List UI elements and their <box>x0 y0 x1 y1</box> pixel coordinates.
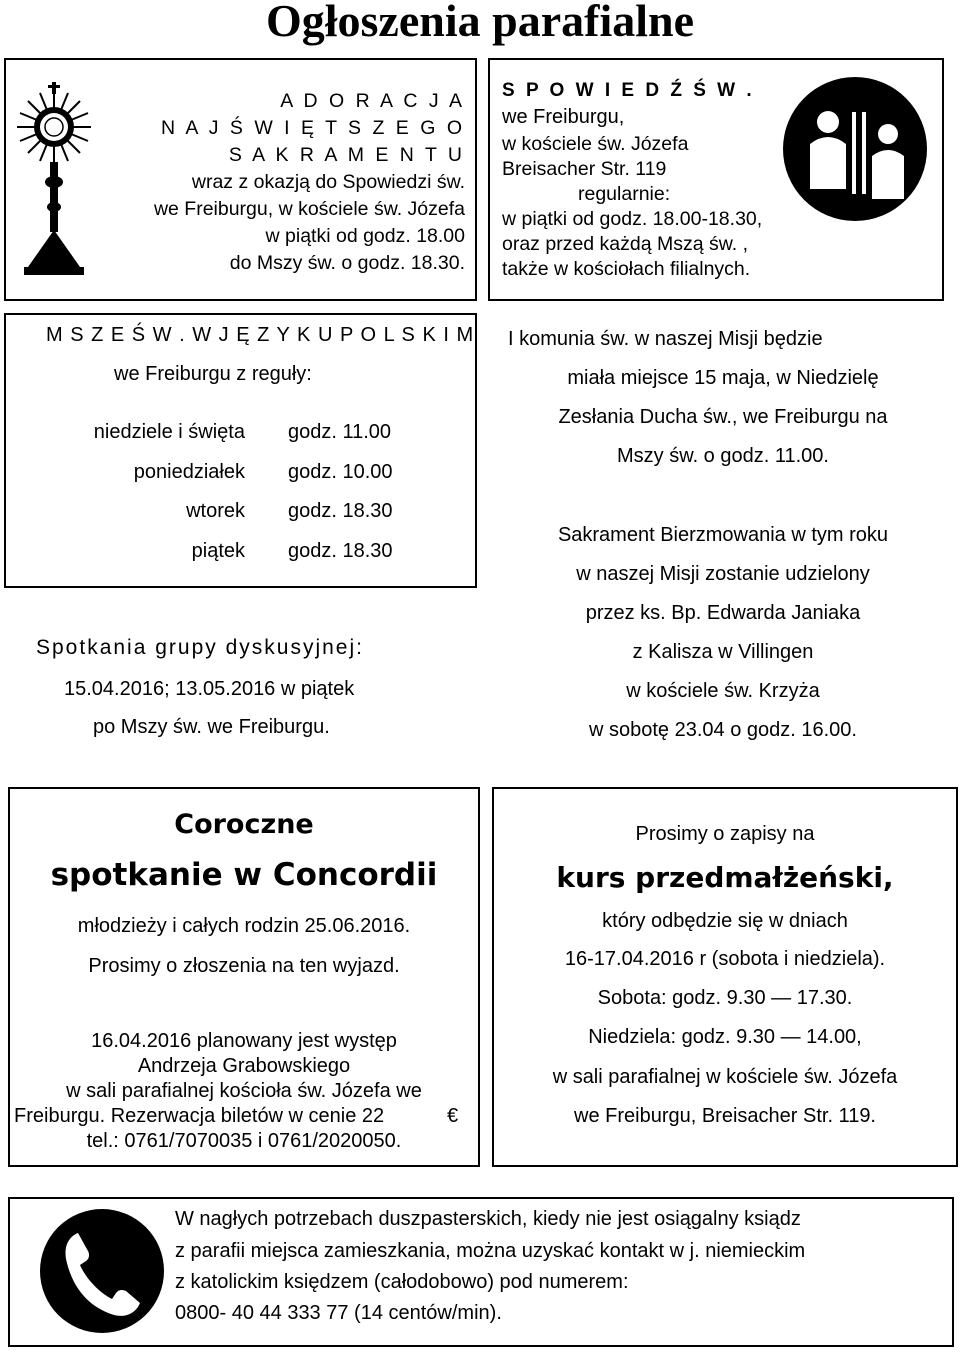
schedule-day: wtorek <box>186 500 245 522</box>
adoration-line: do Mszy św. o godz. 18.30. <box>229 252 465 274</box>
contact-line: W nagłych potrzebach duszpasterskich, kiedy nie jest osiągalny ksiądz <box>175 1208 801 1230</box>
adoration-line: N A J Ś W I Ę T S Z E G O <box>160 117 465 139</box>
adoration-line: wraz z okazją do Spowiedzi św. <box>191 171 465 193</box>
communion-confirmation-box <box>488 313 958 753</box>
emergency-contact-box <box>8 1197 954 1347</box>
confirmation-line: przez ks. Bp. Edwarda Janiaka <box>585 602 861 624</box>
concordia-line4: Prosimy o złoszenia na ten wyjazd. <box>88 955 400 977</box>
concert-line: Freiburgu. Rezerwacja biletów w cenie 22 <box>14 1105 385 1127</box>
confession-line: regularnie: <box>578 183 671 205</box>
confession-icon <box>780 74 930 224</box>
communion-line: miała miejsce 15 maja, w Niedzielę <box>567 367 879 389</box>
confession-line: także w kościołach filialnych. <box>502 258 751 280</box>
course-line: który odbędzie się w dniach <box>602 910 848 932</box>
marriage-course-box <box>492 787 958 1167</box>
adoration-line: w piątki od godz. 18.00 <box>265 225 465 247</box>
concordia-box <box>8 787 480 1167</box>
schedule-day: niedziele i święta <box>93 421 245 443</box>
confirmation-line: w naszej Misji zostanie udzielony <box>576 563 870 585</box>
concert-line: Andrzeja Grabowskiego <box>137 1055 351 1077</box>
schedule-time: godz. 18.30 <box>288 500 393 522</box>
confession-box <box>488 58 944 301</box>
course-title: kurs przedmałżeński, <box>556 861 894 894</box>
confession-heading: S P O W I E D Ź Ś W . <box>502 80 755 101</box>
course-line: Niedziela: godz. 9.30 — 14.00, <box>588 1026 862 1048</box>
concordia-line2: spotkanie w Concordii <box>50 857 438 893</box>
currency-symbol: € <box>447 1105 459 1127</box>
communion-line: Mszy św. o godz. 11.00. <box>617 445 829 467</box>
communion-line: I komunia św. w naszej Misji będzie <box>508 328 823 350</box>
schedule-time: godz. 11.00 <box>288 421 392 443</box>
page-title: Ogłoszenia parafialne <box>265 0 695 46</box>
concert-line: 16.04.2016 planowany jest występ <box>91 1030 397 1052</box>
course-line: Sobota: godz. 9.30 — 17.30. <box>597 987 853 1009</box>
schedule-time: godz. 10.00 <box>288 461 393 483</box>
concordia-line1: Coroczne <box>174 809 314 840</box>
communion-line: Zesłania Ducha św., we Freiburgu na <box>558 406 888 428</box>
masses-heading: M S Z E Ś W . W J Ę Z Y K U P O L S K I M <box>46 324 475 346</box>
group-heading: Spotkania grupy dyskusyjnej: <box>36 636 364 659</box>
concert-line: w sali parafialnej kościoła św. Józefa we <box>66 1080 422 1102</box>
course-line: w sali parafialnej w kościele św. Józefa <box>552 1066 898 1088</box>
contact-line: z katolickim księdzem (całodobowo) pod numerem: <box>175 1271 629 1293</box>
group-dates: 15.04.2016; 13.05.2016 w piątek <box>64 678 355 700</box>
confession-line: oraz przed każdą Mszą św. , <box>502 233 749 255</box>
masses-subheading: we Freiburgu z reguły: <box>114 363 312 385</box>
confirmation-line: Sakrament Bierzmowania w tym roku <box>557 524 889 546</box>
adoration-line: we Freiburgu, w kościele św. Józefa <box>153 198 465 220</box>
schedule-day: piątek <box>191 540 245 562</box>
confirmation-line: w kościele św. Krzyża <box>626 680 820 702</box>
masses-box <box>4 313 477 588</box>
group-place: po Mszy św. we Freiburgu. <box>93 716 330 738</box>
confession-line: w kościele św. Józefa <box>502 133 689 155</box>
adoration-line: S A K R A M E N T U <box>228 144 465 166</box>
adoration-box <box>4 58 477 301</box>
course-line: we Freiburgu, Breisacher Str. 119. <box>574 1105 876 1127</box>
concordia-line3: młodzieży i całych rodzin 25.06.2016. <box>77 915 411 937</box>
confession-line: we Freiburgu, <box>502 106 625 128</box>
concert-line: tel.: 0761/7070035 i 0761/2020050. <box>86 1130 402 1152</box>
monstrance-icon <box>14 82 94 282</box>
course-line1: Prosimy o zapisy na <box>635 823 815 845</box>
confirmation-line: w sobotę 23.04 o godz. 16.00. <box>589 719 857 741</box>
confession-line: w piątki od godz. 18.00-18.30, <box>502 208 763 230</box>
contact-line: z parafii miejsca zamieszkania, można uzyskać kontakt w j. niemieckim <box>175 1240 806 1262</box>
phone-icon <box>38 1207 166 1335</box>
contact-phone-number: 0800- 40 44 333 77 (14 centów/min). <box>175 1302 502 1324</box>
schedule-day: poniedziałek <box>133 461 245 483</box>
confession-line: Breisacher Str. 119 <box>502 158 667 180</box>
course-line: 16-17.04.2016 r (sobota i niedziela). <box>564 948 886 970</box>
confirmation-line: z Kalisza w Villingen <box>632 641 814 663</box>
schedule-time: godz. 18.30 <box>288 540 393 562</box>
adoration-line: A D O R A C J A <box>280 90 465 112</box>
